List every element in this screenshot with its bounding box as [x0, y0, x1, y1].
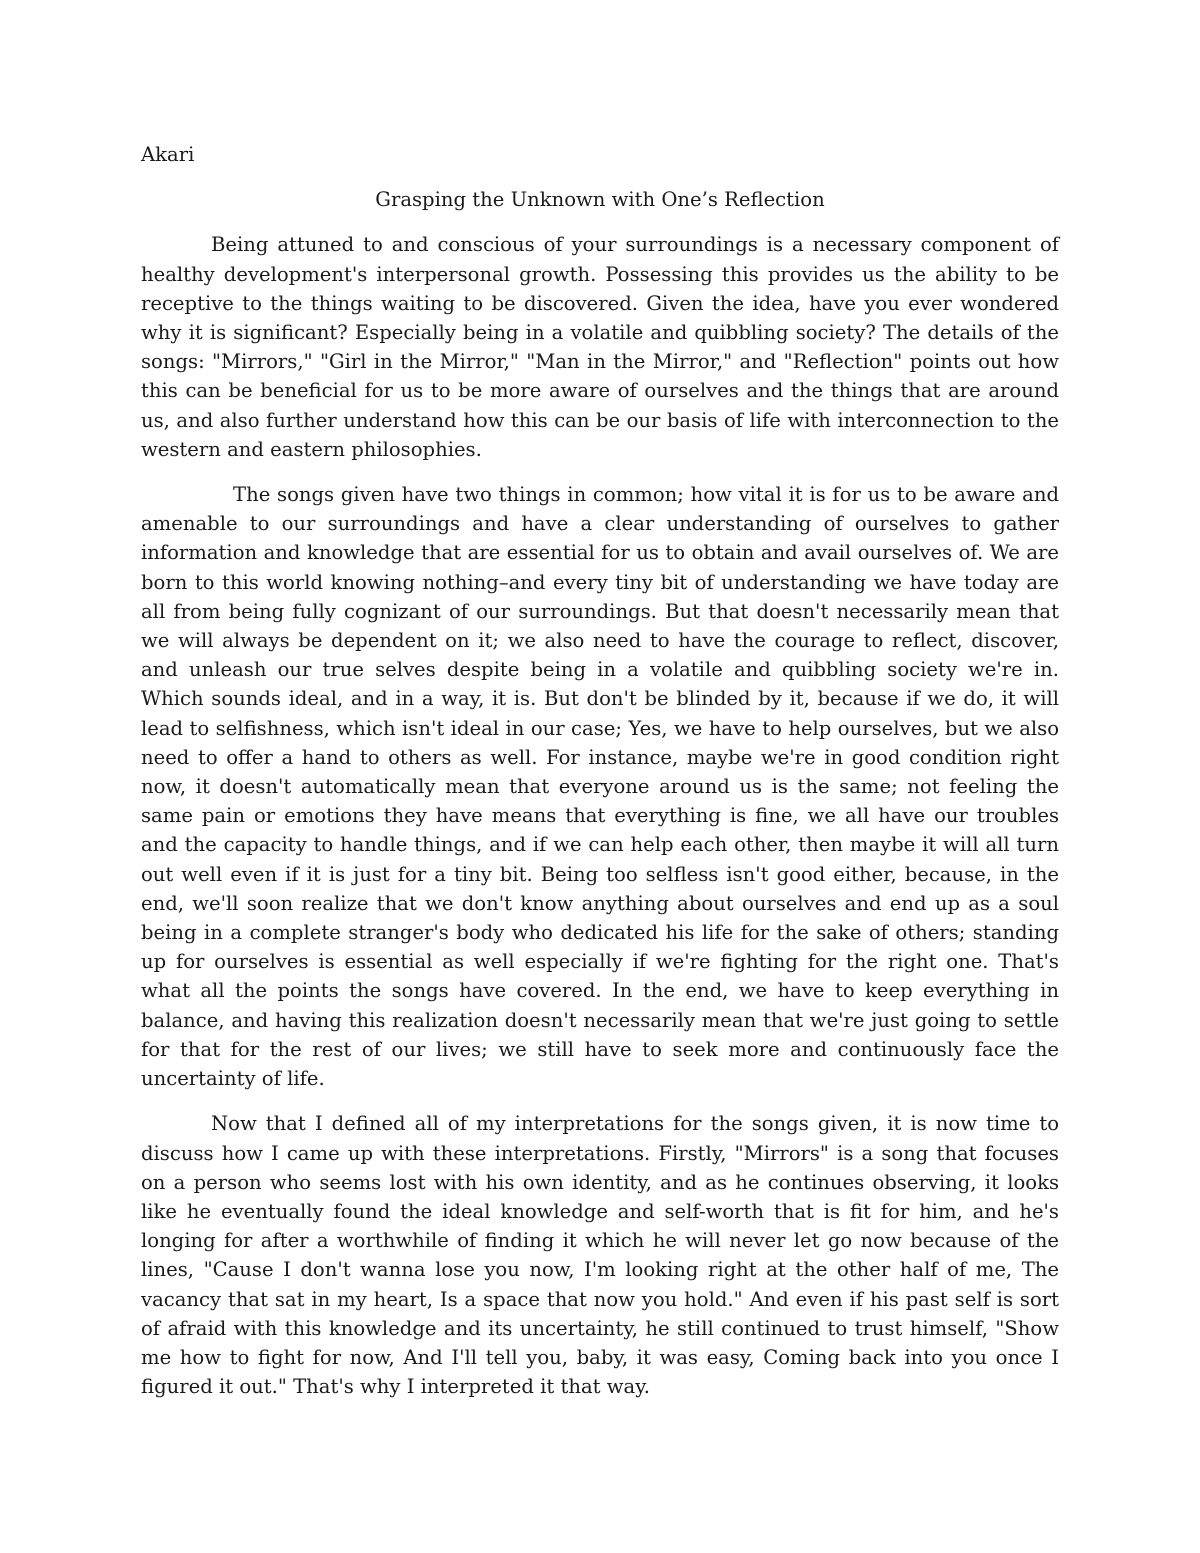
body-paragraph-1: Being attuned to and conscious of your surroundings is a necessary component of healthy development's interpersonal growth. Possessing this provides us the ability to be receptive to the things waiting to be discovered. Given the idea, have you ever wondered why it is significant? Especially being in a volatile and quibbling society? The details of the songs: "Mirrors," "Girl in the Mirror," "Man in the Mirror," and "Reflection" points out how this can be beneficial for us to be more aware of ourselves and the things that are around us, and also further understand how this can be our basis of life with interconnection to the western and eastern philosophies. — [141, 233, 1059, 461]
author-name: Akari — [141, 143, 195, 166]
essay-title: Grasping the Unknown with One’s Reflection — [375, 188, 825, 212]
body-paragraph-2: The songs given have two things in common; how vital it is for us to be aware and amenable to our surroundings and have a clear understanding of ourselves to gather information and knowledge that are essential for us to obtain and avail ourselves of. We are born to this world knowing nothing–and every tiny bit of understanding we have today are all from being fully cognizant of our surroundings. But that doesn't necessarily mean that we will always be dependent on it; we also need to have the courage to reflect, discover, and unleash our true selves despite being in a volatile and quibbling society we're in. Which sounds ideal, and in a way, it is. But don't be blinded by it, because if we do, it will lead to selfishness, which isn't ideal in our case; Yes, we have to help ourselves, but we also need to offer a hand to others as well. For instance, maybe we're in good condition right now, it doesn't automatically mean that everyone around us is the same; not feeling the same pain or emotions they have means that everything is fine, we all have our troubles and the capacity to handle things, and if we can help each other, then maybe it will all turn out well even if it is just for a tiny bit. Being too selfless isn't good either, because, in the end, we'll soon realize that we don't know anything about ourselves and end up as a soul being in a complete stranger's body who dedicated his life for the sake of others; standing up for ourselves is essential as well especially if we're fighting for the right one. That's what all the points the songs have covered. In the end, we have to keep everything in balance, and having this realization doesn't necessarily mean that we're just going to settle for that for the rest of our lives; we still have to seek more and continuously face the uncertainty of life. — [141, 483, 1059, 1091]
body-paragraph-3: Now that I defined all of my interpretations for the songs given, it is now time to discuss how I came up with these interpretations. Firstly, "Mirrors" is a song that focuses on a person who seems lost with his own identity, and as he continues observing, it looks like he eventually found the ideal knowledge and self-worth that is fit for him, and he's longing for after a worthwhile of finding it which he will never let go now because of the lines, "Cause I don't wanna lose you now, I'm looking right at the other half of me, The vacancy that sat in my heart, Is a space that now you hold." And even if his past self is sort of afraid with this knowledge and its uncertainty, he still continued to trust himself, "Show me how to fight for now, And I'll tell you, baby, it was easy, Coming back into you once I figured it out." That's why I interpreted it that way. — [141, 1112, 1059, 1399]
document-body — [141, 140, 1059, 1401]
